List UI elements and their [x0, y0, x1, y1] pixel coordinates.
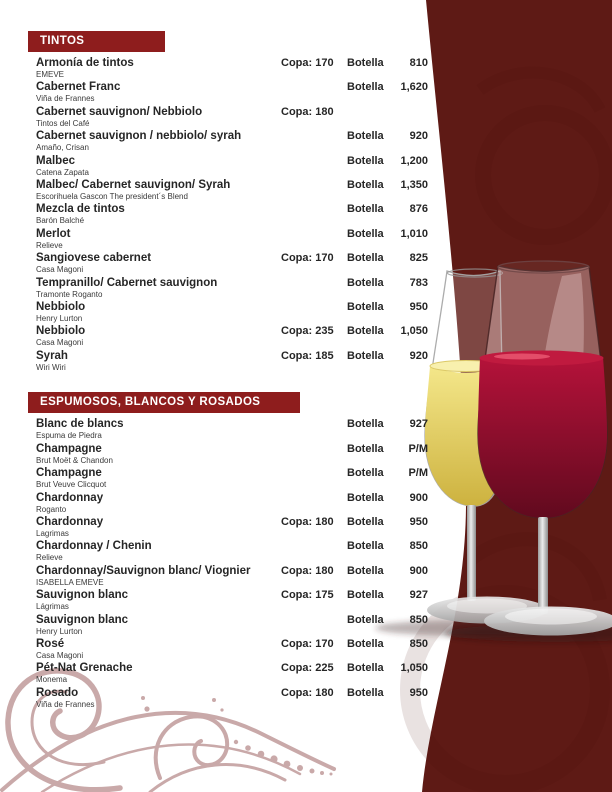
- section-title: ESPUMOSOS, BLANCOS Y ROSADOS: [40, 396, 261, 409]
- wine-item-row: [28, 516, 428, 540]
- section-items: [28, 418, 428, 711]
- wine-item-row: [28, 418, 428, 442]
- wine-name: Cabernet sauvignon/ Nebbiolo: [36, 105, 203, 118]
- wine-name-block: [36, 443, 281, 466]
- wine-item-row: [28, 179, 428, 203]
- wine-copa: Copa: 185: [281, 349, 334, 362]
- wine-name: Cabernet sauvignon / nebbiolo/ syrah: [36, 130, 242, 143]
- wine-botella-label: Botella: [347, 613, 384, 626]
- wine-copa: Copa: 170: [281, 637, 334, 650]
- wine-name: Champagne: [36, 467, 102, 480]
- wine-price: P/M: [408, 467, 428, 480]
- wine-name-block: [36, 130, 281, 153]
- wine-item-row: [28, 614, 428, 638]
- wine-name-block: [36, 81, 281, 104]
- wine-item-row: [28, 467, 428, 491]
- wine-producer: Escorihuela Gascon The president´s Blend: [36, 192, 188, 202]
- wine-price: P/M: [408, 442, 428, 455]
- wine-copa: Copa: 180: [281, 105, 334, 118]
- wine-name: Tempranillo/ Cabernet sauvignon: [36, 276, 218, 289]
- wine-botella-label: Botella: [347, 301, 384, 314]
- wine-item-row: [28, 350, 428, 374]
- wine-producer: Casa Magoni: [36, 338, 84, 348]
- wine-botella-label: Botella: [347, 203, 384, 216]
- wine-price: 1,050: [400, 662, 428, 675]
- wine-name-block: [36, 301, 281, 324]
- wine-item-row: [28, 492, 428, 516]
- menu-section: [28, 31, 428, 374]
- wine-item-row: [28, 662, 428, 686]
- wine-name-block: [36, 155, 281, 178]
- wine-price: 1,200: [400, 154, 428, 167]
- wine-copa: Copa: 170: [281, 252, 334, 265]
- wine-item-row: [28, 106, 428, 130]
- wine-item-row: [28, 325, 428, 349]
- wine-name: Nebbiolo: [36, 325, 86, 338]
- wine-price: 850: [409, 613, 428, 626]
- wine-botella-label: Botella: [347, 418, 384, 431]
- wine-name-block: [36, 492, 281, 515]
- wine-botella-label: Botella: [347, 540, 384, 553]
- wine-producer: Monema: [36, 675, 68, 685]
- wine-producer: Brut Veuve Clicquot: [36, 480, 107, 490]
- wine-botella-label: Botella: [347, 467, 384, 480]
- wine-producer: Viña de Frannes: [36, 94, 95, 104]
- wine-name: Sangiovese cabernet: [36, 252, 152, 265]
- wine-botella-label: Botella: [347, 276, 384, 289]
- wine-botella-label: Botella: [347, 491, 384, 504]
- wine-item-row: [28, 540, 428, 564]
- wine-item-row: [28, 301, 428, 325]
- wine-item-row: [28, 638, 428, 662]
- wine-name: Malbec: [36, 154, 75, 167]
- wine-name: Chardonnay: [36, 491, 104, 504]
- wine-copa: Copa: 225: [281, 662, 334, 675]
- wine-name-block: [36, 565, 281, 588]
- wine-name-block: [36, 540, 281, 563]
- wine-price: 1,050: [400, 325, 428, 338]
- wine-botella-label: Botella: [347, 179, 384, 192]
- wine-item-row: [28, 565, 428, 589]
- wine-price: 920: [409, 130, 428, 143]
- wine-botella-label: Botella: [347, 81, 384, 94]
- section-items: [28, 57, 428, 374]
- wine-name: Chardonnay: [36, 515, 104, 528]
- wine-copa: Copa: 180: [281, 686, 334, 699]
- wine-price: 783: [409, 276, 428, 289]
- wine-name: Rosado: [36, 686, 79, 699]
- wine-name-block: [36, 252, 281, 275]
- wine-producer: Relieve: [36, 553, 63, 563]
- wine-name-block: [36, 638, 281, 661]
- wine-botella-label: Botella: [347, 637, 384, 650]
- wine-price: 825: [409, 252, 428, 265]
- wine-price: 950: [409, 301, 428, 314]
- wine-botella-label: Botella: [347, 564, 384, 577]
- wine-price: 927: [409, 589, 428, 602]
- wine-price: 900: [409, 491, 428, 504]
- wine-name: Cabernet Franc: [36, 81, 121, 94]
- wine-name-block: [36, 418, 281, 441]
- wine-name-block: [36, 57, 281, 80]
- wine-botella-label: Botella: [347, 662, 384, 675]
- wine-price: 876: [409, 203, 428, 216]
- wine-producer: Tramonte Roganto: [36, 289, 103, 299]
- wine-name-block: [36, 203, 281, 226]
- wine-name: Sauvignon blanc: [36, 613, 129, 626]
- wine-price: 1,620: [400, 81, 428, 94]
- wine-name: Malbec/ Cabernet sauvignon/ Syrah: [36, 179, 231, 192]
- wine-botella-label: Botella: [347, 686, 384, 699]
- section-header-bar: [28, 392, 300, 413]
- wine-price: 1,350: [400, 179, 428, 192]
- wine-price: 810: [409, 57, 428, 69]
- wine-name-block: [36, 228, 281, 251]
- wine-producer: Tintos del Café: [36, 118, 90, 128]
- wine-item-row: [28, 687, 428, 711]
- wine-copa: Copa: 180: [281, 515, 334, 528]
- section-title: TINTOS: [40, 35, 85, 47]
- section-header-bar: [28, 31, 165, 52]
- wine-item-row: [28, 252, 428, 276]
- wine-copa: Copa: 180: [281, 564, 334, 577]
- wine-botella-label: Botella: [347, 130, 384, 143]
- wine-name: Blanc de blancs: [36, 418, 124, 431]
- wine-price: 950: [409, 686, 428, 699]
- wine-price: 927: [409, 418, 428, 431]
- wine-name-block: [36, 614, 281, 637]
- wine-botella-label: Botella: [347, 325, 384, 338]
- wine-producer: Casa Magoni: [36, 650, 84, 660]
- wine-name: Chardonnay / Chenin: [36, 540, 152, 553]
- wine-botella-label: Botella: [347, 349, 384, 362]
- wine-producer: Henry Lurton: [36, 314, 83, 324]
- wine-price: 850: [409, 540, 428, 553]
- wine-producer: Roganto: [36, 504, 67, 514]
- menu-sections: [28, 31, 428, 711]
- wine-name: Rosé: [36, 637, 65, 650]
- wine-name: Armonía de tintos: [36, 57, 134, 69]
- wine-producer: EMEVE: [36, 70, 65, 79]
- wine-producer: Brut Moët & Chandon: [36, 455, 113, 465]
- wine-name-block: [36, 350, 281, 373]
- wine-producer: Relieve: [36, 240, 63, 250]
- wine-copa: Copa: 170: [281, 57, 334, 69]
- wine-item-row: [28, 277, 428, 301]
- wine-price: 1,010: [400, 227, 428, 240]
- wine-name-block: [36, 687, 281, 710]
- wine-producer: ISABELLA EMEVE: [36, 577, 104, 587]
- wine-name: Nebbiolo: [36, 301, 86, 314]
- wine-name-block: [36, 662, 281, 685]
- wine-name-block: [36, 277, 281, 300]
- wine-producer: Lagrimas: [36, 528, 69, 538]
- wine-price: 850: [409, 637, 428, 650]
- wine-item-row: [28, 57, 428, 81]
- wine-producer: Lágrimas: [36, 602, 69, 612]
- wine-item-row: [28, 203, 428, 227]
- wine-name-block: [36, 516, 281, 539]
- wine-item-row: [28, 81, 428, 105]
- wine-price: 950: [409, 515, 428, 528]
- wine-item-row: [28, 155, 428, 179]
- wine-producer: Henry Lurton: [36, 626, 83, 636]
- wine-price: 920: [409, 349, 428, 362]
- wine-name: Chardonnay/Sauvignon blanc/ Viognier: [36, 564, 251, 577]
- wine-name-block: [36, 179, 281, 202]
- wine-name: Mezcla de tintos: [36, 203, 125, 216]
- wine-producer: Catena Zapata: [36, 167, 89, 177]
- wine-producer: Wiri Wiri: [36, 362, 66, 372]
- wine-copa: Copa: 175: [281, 589, 334, 602]
- wine-name: Pét-Nat Grenache: [36, 662, 133, 675]
- wine-botella-label: Botella: [347, 154, 384, 167]
- wine-name: Merlot: [36, 227, 71, 240]
- wine-producer: Amaño, Crisan: [36, 143, 89, 153]
- wine-botella-label: Botella: [347, 589, 384, 602]
- wine-botella-label: Botella: [347, 252, 384, 265]
- wine-producer: Viña de Frannes: [36, 699, 95, 709]
- wine-name-block: [36, 589, 281, 612]
- wine-producer: Espuma de Piedra: [36, 431, 102, 441]
- wine-botella-label: Botella: [347, 57, 384, 69]
- wine-name-block: [36, 106, 281, 129]
- wine-name: Champagne: [36, 442, 102, 455]
- wine-item-row: [28, 130, 428, 154]
- wine-item-row: [28, 443, 428, 467]
- wine-item-row: [28, 228, 428, 252]
- wine-producer: Casa Magoni: [36, 265, 84, 275]
- wine-producer: Barón Balché: [36, 216, 85, 226]
- wine-name-block: [36, 325, 281, 348]
- wine-name: Sauvignon blanc: [36, 589, 129, 602]
- wine-name: Syrah: [36, 349, 68, 362]
- wine-name-block: [36, 467, 281, 490]
- wine-botella-label: Botella: [347, 227, 384, 240]
- wine-item-row: [28, 589, 428, 613]
- wine-botella-label: Botella: [347, 442, 384, 455]
- wine-copa: Copa: 235: [281, 325, 334, 338]
- menu-section: [28, 392, 428, 711]
- wine-price: 900: [409, 564, 428, 577]
- wine-botella-label: Botella: [347, 515, 384, 528]
